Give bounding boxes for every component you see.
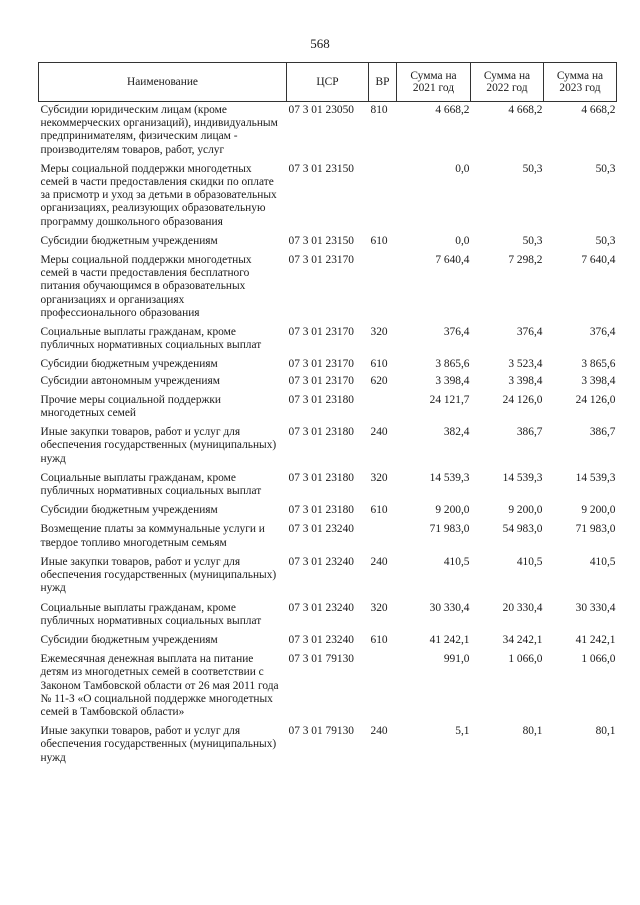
row-csr-cell: 07 3 01 23170 [288,374,354,387]
row-sum-2021-cell: 5,1 [455,725,470,738]
row-vr-cell [369,158,397,230]
row-sum-2022-cell: 14 539,3 [502,471,543,484]
table-row [39,648,617,720]
table-row [39,467,617,499]
row-csr-cell: 07 3 01 23170 [288,254,354,267]
row-sum-2023-cell: 376,4 [589,326,616,339]
row-vr-cell: 240 [370,555,388,568]
row-name-cell: Социальные выплаты гражданам, кроме публичных нормативных социальных выплат [40,471,262,498]
row-sum-2022-cell: 3 398,4 [508,374,543,387]
row-csr-cell: 07 3 01 23180 [288,504,354,517]
row-csr-cell: 07 3 01 23240 [288,555,354,568]
row-sum-2023-cell: 1 066,0 [581,653,616,666]
row-csr-cell: 07 3 01 23170 [288,358,354,371]
row-sum-2021-cell: 7 640,4 [435,254,470,267]
row-sum-2021-cell: 14 539,3 [429,471,470,484]
row-vr-cell: 320 [370,326,388,339]
row-name-cell: Иные закупки товаров, работ и услуг для обеспечения государственных (муниципальных) нужд [40,725,277,764]
row-sum-2021-cell: 4 668,2 [435,104,470,116]
row-sum-2021-cell: 30 330,4 [429,601,470,614]
header-csr: ЦСР [287,63,369,102]
row-vr-cell: 810 [370,104,388,116]
row-vr-cell [369,249,397,321]
row-sum-2023-cell: 14 539,3 [575,471,616,484]
table-row [39,158,617,230]
row-sum-2023-cell: 71 983,0 [575,523,616,536]
row-csr-cell: 07 3 01 23180 [288,426,354,439]
table-row [39,421,617,467]
row-sum-2022-cell: 4 668,2 [508,104,543,116]
row-sum-2022-cell: 410,5 [516,555,543,568]
row-sum-2023-cell: 3 865,6 [581,358,616,371]
row-vr-cell: 610 [370,358,388,371]
row-csr-cell: 07 3 01 23150 [288,234,354,247]
table-row [39,373,617,389]
table-row [39,230,617,249]
row-sum-2021-cell: 9 200,0 [435,504,470,517]
table-row [39,551,617,597]
table-row [39,518,617,550]
row-vr-cell [369,518,397,550]
row-name-cell: Социальные выплаты гражданам, кроме публичных нормативных социальных выплат [40,326,262,352]
row-csr-cell: 07 3 01 23170 [288,326,354,339]
table-row [39,499,617,518]
row-sum-2021-cell: 382,4 [443,426,470,439]
row-sum-2022-cell: 50,3 [522,162,543,175]
row-csr-cell: 07 3 01 23240 [288,601,354,614]
header-sum-2021: Сумма на 2021 год [397,63,471,102]
row-sum-2022-cell: 7 298,2 [508,254,543,267]
row-csr-cell: 07 3 01 79130 [288,725,354,738]
row-sum-2023-cell: 41 242,1 [575,633,616,646]
table-row [39,629,617,648]
row-vr-cell: 320 [370,471,388,484]
row-sum-2021-cell: 3 398,4 [435,374,470,387]
table-row [39,353,617,372]
row-sum-2023-cell: 410,5 [589,555,616,568]
row-name-cell: Субсидии автономным учреждениям [40,374,220,387]
row-csr-cell: 07 3 01 23050 [288,104,354,116]
row-name-cell: Субсидии бюджетным учреждениям [40,504,218,517]
row-sum-2022-cell: 3 523,4 [508,358,543,371]
row-sum-2023-cell: 50,3 [595,162,616,175]
row-vr-cell: 240 [370,725,388,738]
row-name-cell: Субсидии юридическим лицам (кроме некоммерческих организаций), индивидуальным предпринимателям, физическим лицам - производителям товаров, работ, услуг [40,104,278,156]
row-sum-2022-cell: 80,1 [522,725,543,738]
row-csr-cell: 07 3 01 23240 [288,633,354,646]
row-name-cell: Иные закупки товаров, работ и услуг для обеспечения государственных (муниципальных) нужд [40,555,277,595]
row-sum-2022-cell: 376,4 [516,326,543,339]
table-row [39,249,617,321]
row-sum-2023-cell: 4 668,2 [581,104,616,116]
row-sum-2021-cell: 0,0 [455,234,470,247]
row-sum-2022-cell: 24 126,0 [502,393,543,406]
table-row [39,102,617,158]
row-vr-cell [369,389,397,421]
header-vr: ВР [369,63,397,102]
row-name-cell: Субсидии бюджетным учреждениям [40,358,218,371]
row-csr-cell: 07 3 01 79130 [288,653,354,666]
header-sum-2023: Сумма на 2023 год [544,63,617,102]
row-name-cell: Социальные выплаты гражданам, кроме публичных нормативных социальных выплат [40,601,262,627]
row-name-cell: Меры социальной поддержки многодетных семей в части предоставления скидки по оплате за присмотр и уход за детьми в образовательных организациях, реализующих образовательную программу дошкольного образования [40,162,277,228]
row-sum-2023-cell: 30 330,4 [575,601,616,614]
table-header-row [39,63,617,102]
row-sum-2023-cell: 9 200,0 [581,504,616,517]
row-sum-2022-cell: 9 200,0 [508,504,543,517]
row-sum-2023-cell: 50,3 [595,234,616,247]
table-row [39,321,617,353]
row-sum-2021-cell: 991,0 [443,653,470,666]
row-sum-2021-cell: 410,5 [443,555,470,568]
row-sum-2023-cell: 80,1 [595,725,616,738]
table-row [39,597,617,629]
row-name-cell: Ежемесячная денежная выплата на питание детям из многодетных семей в соответствии с Законом Тамбовской области от 26 мая 2011 года № 11-З «О социальной поддержке многодетных семей в Тамбовской области» [40,653,279,718]
row-csr-cell: 07 3 01 23180 [288,471,354,484]
row-csr-cell: 07 3 01 23150 [288,162,354,175]
row-sum-2021-cell: 41 242,1 [429,633,470,646]
row-vr-cell: 610 [370,633,388,646]
row-name-cell: Прочие меры социальной поддержки многодетных семей [40,393,222,420]
row-vr-cell: 620 [370,374,388,387]
header-name: Наименование [39,63,287,102]
page-number: 568 [310,36,330,51]
row-sum-2021-cell: 376,4 [443,326,470,339]
row-sum-2022-cell: 34 242,1 [502,633,543,646]
row-vr-cell: 610 [370,234,388,247]
row-sum-2021-cell: 71 983,0 [429,523,470,536]
table-row [39,720,617,766]
row-vr-cell [369,648,397,720]
row-sum-2022-cell: 50,3 [522,234,543,247]
row-name-cell: Субсидии бюджетным учреждениям [40,633,218,646]
row-vr-cell: 240 [370,426,388,439]
header-sum-2022: Сумма на 2022 год [471,63,544,102]
row-vr-cell: 610 [370,504,388,517]
row-sum-2022-cell: 1 066,0 [508,653,543,666]
row-csr-cell: 07 3 01 23180 [288,393,354,406]
row-vr-cell: 320 [370,601,388,614]
row-name-cell: Иные закупки товаров, работ и услуг для обеспечения государственных (муниципальных) нужд [40,426,277,465]
row-csr-cell: 07 3 01 23240 [288,523,354,536]
budget-table [38,62,617,766]
row-name-cell: Возмещение платы за коммунальные услуги и твердое топливо многодетным семьям [40,523,265,549]
row-sum-2022-cell: 386,7 [516,426,543,439]
row-sum-2023-cell: 24 126,0 [575,393,616,406]
row-sum-2023-cell: 386,7 [589,426,616,439]
row-sum-2023-cell: 3 398,4 [581,374,616,387]
row-sum-2023-cell: 7 640,4 [581,254,616,267]
row-name-cell: Субсидии бюджетным учреждениям [40,234,218,247]
table-row [39,389,617,421]
row-sum-2021-cell: 24 121,7 [429,393,470,406]
row-name-cell: Меры социальной поддержки многодетных семей в части предоставления бесплатного питания обучающимся в образовательных организациях и организациях профессионального образования [40,254,252,319]
row-sum-2021-cell: 3 865,6 [435,358,470,371]
row-sum-2021-cell: 0,0 [455,162,470,175]
row-sum-2022-cell: 20 330,4 [502,601,543,614]
row-sum-2022-cell: 54 983,0 [502,523,543,536]
